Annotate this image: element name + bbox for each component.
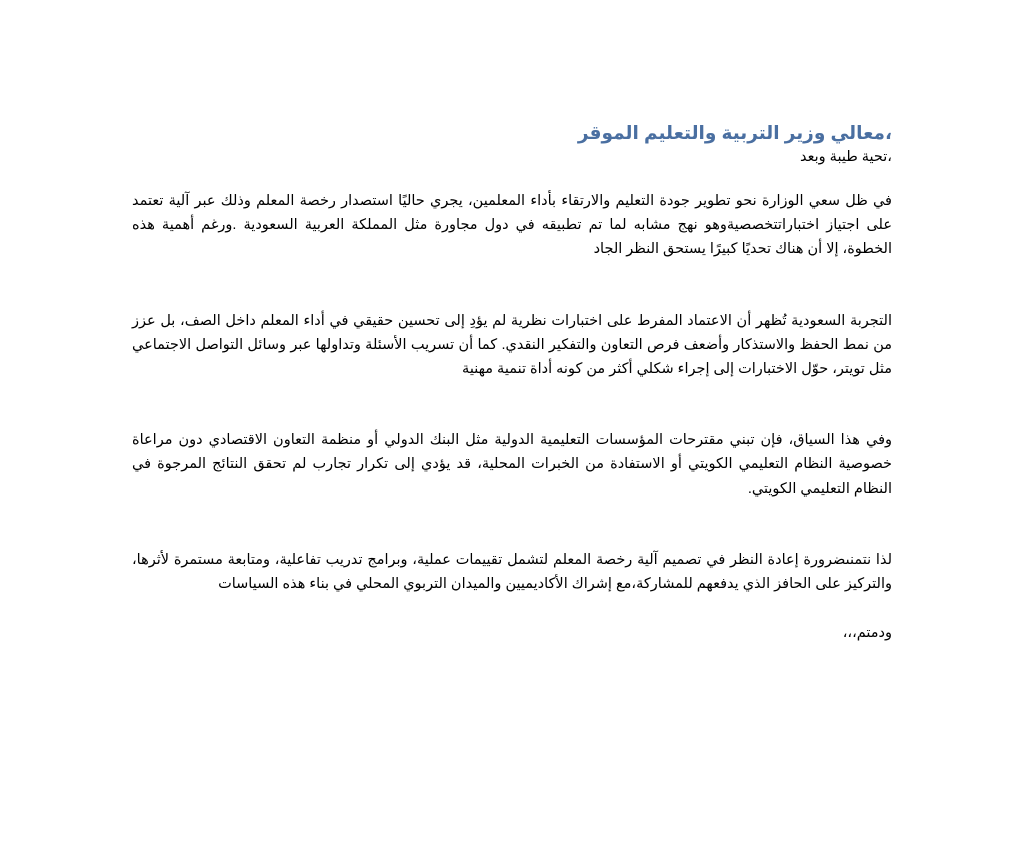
paragraph-recommendation: لذا نتمنىضرورة إعادة النظر في تصميم آلية رخصة المعلم لتشمل تقييمات عملية، وبرامج تدريب تفاعلية، ومتابعة مستمرة لأثرها، والتركيز على الحافز الذي يدفعهم للمشاركة،مع إشراك الأكاديميين والميدان التربوي المحلي في بناء هذه السياسات bbox=[132, 551, 892, 593]
letter-closing: ودمتم،،، bbox=[842, 625, 892, 642]
letter-body bbox=[132, 120, 892, 644]
paragraph-context: وفي هذا السياق، فإن تبني مقترحات المؤسسات التعليمية الدولية مثل البنك الدولي أو منظمة التعاون الاقتصادي دون مراعاة خصوصية النظام التعليمي الكويتي أو الاستفادة من الخبرات المحلية، قد يؤدي إلى تكرار تجارب لم تحقق النتائج المرجوة في النظام التعليمي الكويتي. bbox=[132, 432, 892, 497]
paragraph-saudi-experience: التجربة السعودية تُظهر أن الاعتماد المفرط على اختبارات نظرية لم يؤدِ إلى تحسين حقيقي في أداء المعلم داخل الصف، بل عزز من نمط الحفظ والاستذكار وأضعف فرص التعاون والتفكير النقدي. كما أن تسريب الأسئلة وتداولها عبر وسائل التواصل الاجتماعي مثل تويتر، حوّل الاختبارات إلى إجراء شكلي أكثر من كونه أداة تنمية مهنية bbox=[132, 312, 892, 378]
paragraph-intro: في ظل سعي الوزارة نحو تطوير جودة التعليم والارتقاء بأداء المعلمين، يجري حاليًا استصدار رخصة المعلم وذلك عبر آلية تعتمد على اجتياز اختباراتتخصصيةوهو نهج مشابه لما تم تطبيقه في دول مجاورة مثل المملكة العربية السعودية .ورغم أهمية هذه الخطوة، إلا أن هناك تحديًا كبيرًا يستحق النظر الجاد bbox=[132, 193, 892, 258]
letter-greeting: ،تحية طيبة وبعد bbox=[800, 149, 892, 165]
letter-title: ،معالي وزير التربية والتعليم الموقر bbox=[577, 122, 892, 143]
